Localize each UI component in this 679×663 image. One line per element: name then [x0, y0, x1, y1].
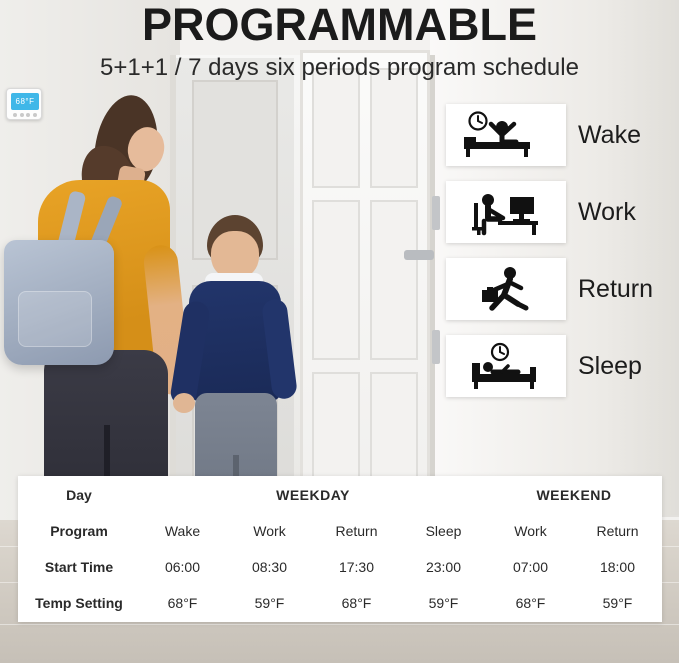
activity-row-return: [446, 258, 678, 320]
cell-program-6: Return: [574, 513, 661, 549]
cell-temp-2: 59°F: [226, 585, 313, 621]
cell-start-4: 23:00: [400, 549, 487, 585]
row-label-program: Program: [19, 513, 139, 549]
handbag-pocket: [18, 291, 92, 347]
wake-icon-card: [446, 104, 566, 166]
table-corner-label: Day: [19, 477, 139, 513]
door-hinge: [432, 196, 440, 230]
cell-program-1: Wake: [139, 513, 226, 549]
cell-temp-5: 68°F: [487, 585, 574, 621]
cell-start-3: 17:30: [313, 549, 400, 585]
thermostat-display: 68°F: [11, 93, 39, 110]
mother-figure: [0, 95, 200, 540]
group-header-weekend: WEEKEND: [487, 477, 661, 513]
table-row: [19, 585, 661, 621]
door-handle: [404, 250, 434, 260]
activity-label: Work: [578, 197, 636, 226]
row-label-temp-setting: Temp Setting: [19, 585, 139, 621]
person-walking-with-briefcase-icon: [458, 264, 554, 314]
activity-label: Wake: [578, 120, 641, 149]
cell-start-6: 18:00: [574, 549, 661, 585]
cell-start-5: 07:00: [487, 549, 574, 585]
cell-temp-6: 59°F: [574, 585, 661, 621]
table-row: [19, 513, 661, 549]
door-panel: [312, 200, 360, 360]
cell-temp-4: 59°F: [400, 585, 487, 621]
schedule-table-container: [18, 476, 662, 622]
activity-label: Sleep: [578, 351, 642, 380]
sleep-icon-card: [446, 335, 566, 397]
group-header-weekday: WEEKDAY: [139, 477, 487, 513]
schedule-table: [18, 476, 662, 622]
door-panel: [312, 68, 360, 188]
person-waking-in-bed-with-clock-icon: [458, 110, 554, 160]
row-label-start-time: Start Time: [19, 549, 139, 585]
cell-program-3: Return: [313, 513, 400, 549]
page-title: PROGRAMMABLE: [142, 0, 537, 50]
person-sleeping-in-bed-with-clock-icon: [458, 341, 554, 391]
table-row: [19, 549, 661, 585]
page-subtitle: 5+1+1 / 7 days six periods program schedule: [100, 54, 579, 81]
return-icon-card: [446, 258, 566, 320]
door-panel: [370, 200, 418, 360]
cell-program-4: Sleep: [400, 513, 487, 549]
work-icon-card: [446, 181, 566, 243]
activity-row-sleep: [446, 335, 678, 397]
activity-row-work: [446, 181, 678, 243]
door-hinge: [432, 330, 440, 364]
table-row-header: [19, 477, 661, 513]
header: [0, 0, 679, 86]
cell-program-5: Work: [487, 513, 574, 549]
cell-temp-3: 68°F: [313, 585, 400, 621]
person-at-desk-icon: [458, 187, 554, 237]
cell-start-2: 08:30: [226, 549, 313, 585]
cell-start-1: 06:00: [139, 549, 226, 585]
activity-row-wake: [446, 104, 678, 166]
door-panel: [370, 68, 418, 188]
activity-list: [446, 104, 678, 412]
cell-temp-1: 68°F: [139, 585, 226, 621]
activity-label: Return: [578, 274, 654, 303]
cell-program-2: Work: [226, 513, 313, 549]
